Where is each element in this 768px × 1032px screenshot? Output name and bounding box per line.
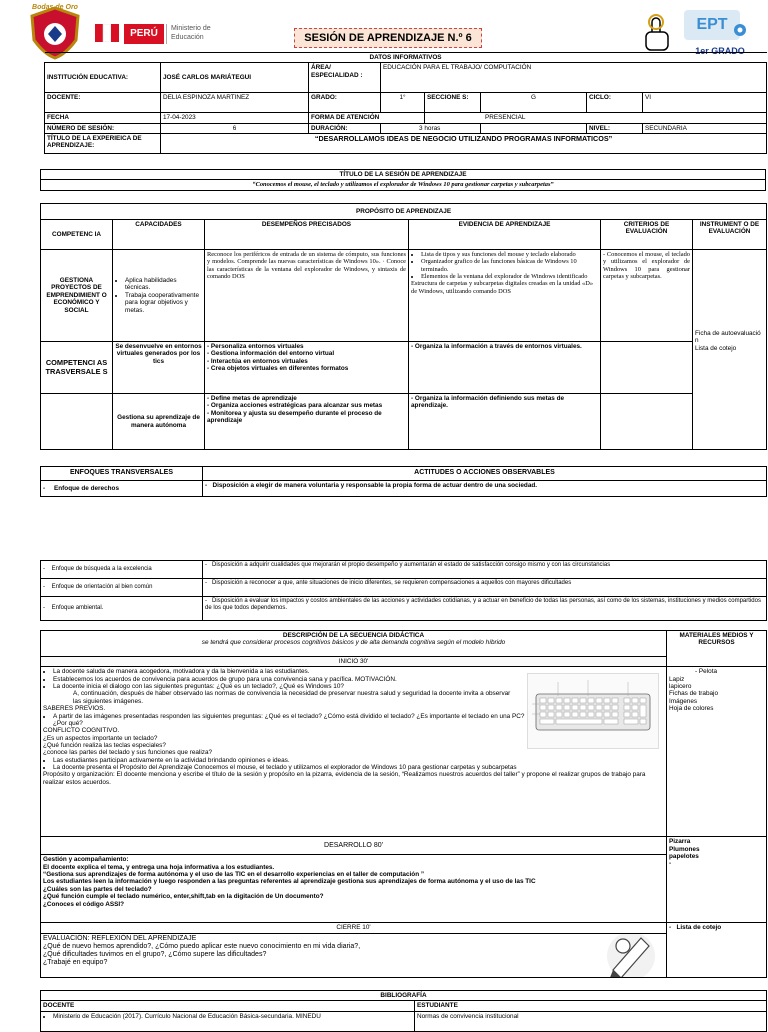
material-item: Imágenes — [669, 697, 698, 705]
materiales-inicio — [667, 667, 767, 837]
header-evidencia: EVIDENCIA DE APRENDIZAJE — [409, 220, 601, 250]
enfoque-ambiental: - Enfoque ambiental. — [41, 597, 203, 621]
enfoque-bien-comun-text: - Disposición a reconocer a que, ante situaciones de inicio diferentes, se requieren compensaciones a aquellos con mayores dificultades — [203, 579, 767, 597]
evidencia-item: • Lista de tipos y sus funciones del mouse y teclado elaborado — [421, 251, 598, 258]
enfoque-bien-comun: - Enfoque de orientación al bien común — [41, 579, 203, 597]
inicio-item: • La docente presenta el Propósito del Aprendizaje Conocemos el mouse, el teclado y utilizamos el explorador de Windows 10 para gestionar carpetas y subcarpetas — [53, 764, 664, 771]
capacidades-1 — [113, 250, 205, 342]
saberes-item: • A partir de las imágenes presentadas responden las siguientes preguntas: ¿Qué es el teclado? ¿Cómo está dividido el teclado? ¿Es importante el teclado en una PC? ¿Por qué? — [53, 713, 533, 728]
enfoques-table-2 — [40, 560, 767, 621]
inicio-label: INICIO 30' — [41, 657, 667, 667]
sesion-label: NÚMERO DE SESIÓN: — [45, 123, 161, 133]
evidencia-2: - Organiza la información a través de entornos virtuales. — [409, 342, 601, 394]
materiales-desarrollo — [667, 837, 767, 923]
desempenos-1: Reconoce los periféricos de entrada de un sistema de cómputo, sus funciones y modelos. Comprende las nuevas características de Windows 10». · Conoce las características de la ventana del explorador de Windows, y sintaxis de comando DOS — [205, 250, 409, 342]
grade-label: 1er GRADO — [695, 46, 745, 56]
grado-label: GRADO: — [309, 93, 381, 113]
evidencia-extra: Estructura de carpetas y subcarpetas digitales creadas en la unidad «D» de Windows, utilizando comando DOS — [411, 280, 594, 295]
forma-label: FORMA DE ATENCIÓN — [309, 113, 425, 123]
desempeno-item: - Crea objetos virtuales en diferentes formatos — [207, 365, 349, 373]
material-item: - — [669, 860, 672, 868]
enfoques-header: ENFOQUES TRANSVERSALES — [41, 467, 203, 481]
inicio-item: • La docente inicia el dialogo con las siguientes preguntas: ¿Qué es un teclado?, ¿Qué es Windows 10? — [53, 683, 513, 690]
proposito-table — [40, 203, 767, 450]
session-title: SESIÓN DE APRENDIZAJE N.º 6 — [294, 28, 482, 48]
enfoque-derechos: - Enfoque de derechos — [41, 481, 203, 497]
evidencia-item: • Organizador grafico de las funciones básicas de Windows 10 terminado. — [421, 258, 598, 273]
instrumento-ficha: Ficha de autoevaluació n — [695, 330, 761, 345]
desempeno-item: - Gestiona información del entorno virtual — [207, 350, 335, 358]
duracion-value: 3 horas — [381, 123, 481, 133]
cierre-line: ¿Qué de nuevo hemos aprendido?, ¿Cómo puedo aplicar este nuevo conocimiento en mi vida diaria?, — [43, 942, 361, 950]
conflicto-line: ¿Qué función realiza las teclas especiales? — [43, 741, 166, 749]
area-label: ÁREA/ ESPECIALIDAD : — [309, 63, 381, 93]
material-item: Fichas de trabajo — [669, 690, 719, 698]
inicio-item: • Las estudiantes participan activamente en la actividad brindando opiniones e ideas. — [53, 757, 664, 764]
experiencia-value: “DESARROLLAMOS IDEAS DE NEGOCIO UTILIZANDO PROGRAMAS INFORMATICOS” — [161, 134, 767, 154]
bib-docente-label: DOCENTE — [41, 1001, 415, 1011]
competencia-2: COMPETENCI AS TRASVERSALE S — [41, 342, 113, 394]
enfoque-derechos-text: - Disposición a elegir de manera voluntaria y responsable la propia forma de actuar dentro de una sociedad. — [203, 481, 767, 497]
bib-docente-item: • Ministerio de Educación (2017). Currículo Nacional de Educación Básica-secundaria. MINEDU — [53, 1013, 412, 1020]
inicio-content — [41, 667, 667, 837]
docente-value: DELIA ESPINOZA MARTINEZ — [161, 93, 309, 113]
capacidad-3: Gestiona su aprendizaje de manera autónoma — [113, 394, 205, 450]
info-section-title: DATOS INFORMATIVOS — [45, 53, 767, 63]
ciclo-label: CICLO: — [587, 93, 643, 113]
duracion-label: DURACIÓN: — [309, 123, 381, 133]
peru-label: PERÚ — [124, 24, 164, 44]
secuencia-header — [41, 631, 667, 657]
cierre-line: ¿Trabajé en equipo? — [43, 958, 108, 966]
desarrollo-line: Los estudiantes leen la información y luego responden a las preguntas referentes al aprendizaje gestiona sus aprendizajes de forma autónoma y el uso de las TIC — [43, 878, 536, 886]
header-criterios: CRITERIOS DE EVALUACIÓN — [601, 220, 693, 250]
desempenos-3 — [205, 394, 409, 450]
instrumento-lista: Lista de cotejo — [695, 344, 737, 352]
secuencia-subtitle: se tendrá que considerar procesos cognitivos básicos y de alta demanda cognitiva según el modelo híbrido — [201, 639, 506, 647]
desempeno-item: - Define metas de aprendizaje — [207, 395, 297, 402]
ept-label: EPT — [684, 10, 740, 40]
header-instrumento: INSTRUMENT O DE EVALUACIÓN — [693, 220, 767, 250]
desarrollo-label: DESARROLLO 80' — [41, 837, 667, 855]
desarrollo-content — [41, 855, 667, 923]
desarrollo-line: ¿Conoces el código ASSI? — [43, 900, 125, 908]
desempeno-item: - Interactúa en entornos virtuales — [207, 357, 308, 365]
conflicto-label: CONFLICTO COGNITIVO. — [43, 727, 120, 735]
bib-estudiante-label: ESTUDIANTE — [415, 1001, 767, 1011]
proposito-title: PROPÓSITO DE APRENDIZAJE — [41, 204, 767, 220]
capacidad-item: • Aplica habilidades técnicas. — [125, 277, 202, 292]
saberes-label: SABERES PREVIOS. — [43, 705, 106, 713]
actitudes-header: ACTITUDES O ACCIONES OBSERVABLES — [203, 467, 767, 481]
inicio-paragraph: A, continuación, después de haber observado las normas de convivencia la necesidad de preservar nuestra salud y seguridad la docente invita a observar las siguientes imágenes. — [73, 690, 511, 705]
titulo-sesion-value: “Conocemos el mouse, el teclado y utilizamos el explorador de Windows 10 para gestionar carpetas y subcarpetas” — [41, 180, 766, 190]
ministry-label: Ministerio de Educación — [166, 24, 241, 44]
fecha-value: 17-04-2023 — [161, 113, 309, 123]
nivel-value: SECUNDARIA — [643, 123, 767, 133]
empty-cell — [481, 123, 587, 133]
experiencia-label: TÍTULO DE LA EXPERIEICA DE APRENDIZAJE: — [45, 134, 161, 154]
institucion-label: INSTITUCIÓN EDUCATIVA: — [45, 63, 161, 93]
desarrollo-line: “Gestiona sus aprendizajes de forma autónoma y el uso de las TIC en el desarrollo experiencias en el taller de computación ” — [43, 871, 425, 879]
desarrollo-line: ¿Cuáles son las partes del teclado? — [43, 885, 152, 893]
secciones-label: SECCIONE S: — [425, 93, 481, 113]
titulo-sesion-label: TÍTULO DE LA SESIÓN DE APRENDIZAJE — [41, 170, 766, 180]
inicio-item: • Establecemos los acuerdos de convivencia para acuerdos de grupo para una convivencia sana y pacífica. MOTIVACIÓN. — [53, 676, 513, 683]
material-item: Lapiz — [669, 675, 685, 683]
logo-text: Bodas de Oro — [32, 4, 78, 11]
secuencia-title: DESCRIPCIÓN DE LA SECUENCIA DIDÁCTICA — [282, 632, 425, 639]
cierre-line: EVALUACIÓN: REFLEXIÓN DEL APRENDIZAJE — [43, 934, 197, 942]
cierre-line: ¿Qué dificultades tuvimos en el grupo?, ¿Cómo supere las dificultades? — [43, 950, 267, 958]
criterios-1: - Conocemos el mouse, el teclado y utilizamos el explorador de Windows 10 para gestionar carpetas y subcarpetas. — [601, 250, 693, 342]
pencil-icon — [601, 933, 661, 977]
desempeno-item: - Organiza acciones estratégicas para alcanzar sus metas — [207, 402, 383, 410]
bibliografia-title: BIBLIOGRAFÍA — [41, 991, 767, 1001]
material-item: Pizarra — [669, 838, 691, 846]
keyboard-image — [527, 673, 659, 749]
peru-flag-icon — [95, 24, 119, 42]
material-item: lapicero — [669, 683, 692, 691]
bib-estudiante-item: Normas de convivencia institucional — [415, 1011, 767, 1031]
header-capacidades: CAPACIDADES — [113, 220, 205, 250]
proposito-org: Propósito y organización: El docente menciona y escribe el título de la sesión y propósito en la pizarra, evidencia de la sesión, “Realizamos nuestros acuerdos del taller” y propone el realizar grupos de trabajo para realizar estos acuerdos. — [43, 771, 646, 786]
header-competencia: COMPETENC IA — [41, 220, 113, 250]
enfoque-excelencia-text: - Disposición a adquirir cualidades que mejorarán el propio desempeño y aumentarán el estado de satisfacción consigo mismo y con las circunstancias — [203, 561, 767, 579]
docente-label: DOCENTE: — [45, 93, 161, 113]
materiales-cierre: - Lista de cotejo — [667, 923, 767, 977]
capacidad-item: • Trabaja cooperativamente para lograr objetivos y metas. — [125, 292, 202, 314]
titulo-sesion-table — [40, 169, 766, 191]
desarrollo-line: ¿Qué función cumple el teclado numérico, enter,shift,tab en la digitación de Un documento? — [43, 893, 324, 901]
evidencia-item: • Elementos de la ventana del explorador de Windows identificado — [421, 273, 598, 280]
materiales-title: MATERIALES MEDIOS Y RECURSOS — [667, 631, 767, 667]
criterios-3 — [601, 394, 693, 450]
inicio-item: • La docente saluda de manera acogedora, motivadora y da la bienvenida a las estudiantes. — [53, 668, 513, 675]
info-table — [44, 52, 767, 154]
forma-value: PRESENCIAL — [425, 113, 767, 123]
desempeno-item: - Monitorea y ajusta su desempeño durante el proceso de aprendizaje — [207, 409, 382, 425]
material-item: Plumones — [669, 845, 700, 853]
conflicto-line: ¿conoce las partes del teclado y sus funciones que realiza? — [43, 749, 213, 757]
cierre-content — [41, 933, 667, 977]
desarrollo-line: El docente explica el tema, y entrega una hoja informativa a los estudiantes. — [43, 863, 275, 871]
enfoques-table — [40, 466, 767, 497]
competencia-3 — [41, 394, 113, 450]
fecha-label: FECHA — [45, 113, 161, 123]
bib-docente-cell — [41, 1011, 415, 1031]
desempeno-item: - Personaliza entornos virtuales — [207, 343, 304, 350]
capacidad-2: Se desenvuelve en entornos virtuales generados por los tics — [113, 342, 205, 394]
secuencia-table — [40, 630, 767, 978]
evidencia-3: - Organiza la información definiendo sus metas de aprendizaje. — [409, 394, 601, 450]
desempenos-2 — [205, 342, 409, 394]
enfoque-ambiental-text: - Disposición a evaluar los impactos y costos ambientales de las acciones y actividades cotidianas, y a actuar en beneficio de todas las personas, así como de los sistemas, instituciones y medios compartidos de los que todos dependemos. — [203, 597, 767, 621]
gear-icon — [732, 22, 748, 38]
area-value: EDUCACIÓN PARA EL TRABAJO/ COMPUTACIÓN — [381, 63, 767, 93]
secciones-value: G — [481, 93, 587, 113]
evidencia-1 — [409, 250, 601, 342]
institucion-value: JOSÉ CARLOS MARIÁTEGUI — [161, 63, 309, 93]
desarrollo-line: Gestión y acompañamiento: — [43, 856, 129, 864]
ciclo-value: VI — [643, 93, 767, 113]
material-item: papelotes — [669, 853, 699, 861]
conflicto-line: ¿Es un aspectos importante un teclado? — [43, 734, 158, 742]
cierre-label: CIERRE 10' — [41, 923, 667, 933]
instrumento-cell — [693, 250, 767, 450]
material-item: - Pelota — [695, 668, 718, 676]
hand-pointer-icon — [640, 14, 674, 54]
enfoque-excelencia: - Enfoque de búsqueda a la excelencia — [41, 561, 203, 579]
criterios-2 — [601, 342, 693, 394]
bibliografia-table — [40, 990, 767, 1032]
nivel-label: NIVEL: — [587, 123, 643, 133]
grado-value: 1° — [381, 93, 425, 113]
competencia-1: GESTIONA PROYECTOS DE EMPRENDIMIENT O ECONÓMICO Y SOCIAL — [41, 250, 113, 342]
sesion-value: 6 — [161, 123, 309, 133]
header-desempenos: DESEMPEÑOS PRECISADOS — [205, 220, 409, 250]
material-item: Hoja de colores — [669, 705, 714, 713]
